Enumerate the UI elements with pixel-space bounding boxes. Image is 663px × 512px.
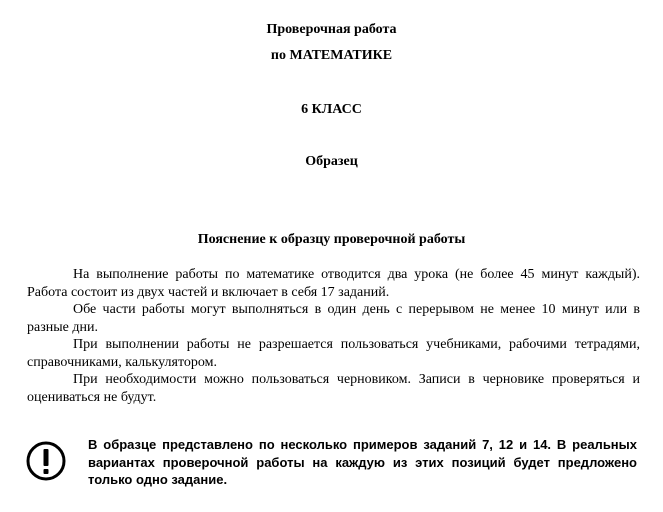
variant-label: Образец — [305, 154, 358, 169]
document-title: Проверочная работа — [266, 22, 397, 37]
explanation-paragraph-draft: При необходимости можно пользоваться черновиком. Записи в черновике проверяться и оцениваться не будут. — [27, 372, 640, 405]
document-subject: по МАТЕМАТИКЕ — [270, 48, 393, 63]
explanation-paragraph-duration: На выполнение работы по математике отводится два урока (не более 45 минут каждый). Работа состоит из двух частей и включает в себя 17 заданий. — [27, 267, 640, 300]
explanation-heading: Пояснение к образцу проверочной работы — [197, 232, 466, 247]
exclamation-circle-icon — [26, 441, 66, 481]
explanation-paragraph-schedule: Обе части работы могут выполняться в один день с перерывом не менее 10 минут или в разные дни. — [27, 302, 640, 335]
explanation-paragraph-restrictions: При выполнении работы не разрешается пользоваться учебниками, рабочими тетрадями, справочниками, калькулятором. — [27, 337, 640, 370]
grade-label: 6 КЛАСС — [301, 102, 362, 117]
notice-text: В образце представлено по несколько примеров заданий 7, 12 и 14. В реальных вариантах проверочной работы на каждую из этих позиций будет предложено только одно задание. — [88, 437, 637, 487]
